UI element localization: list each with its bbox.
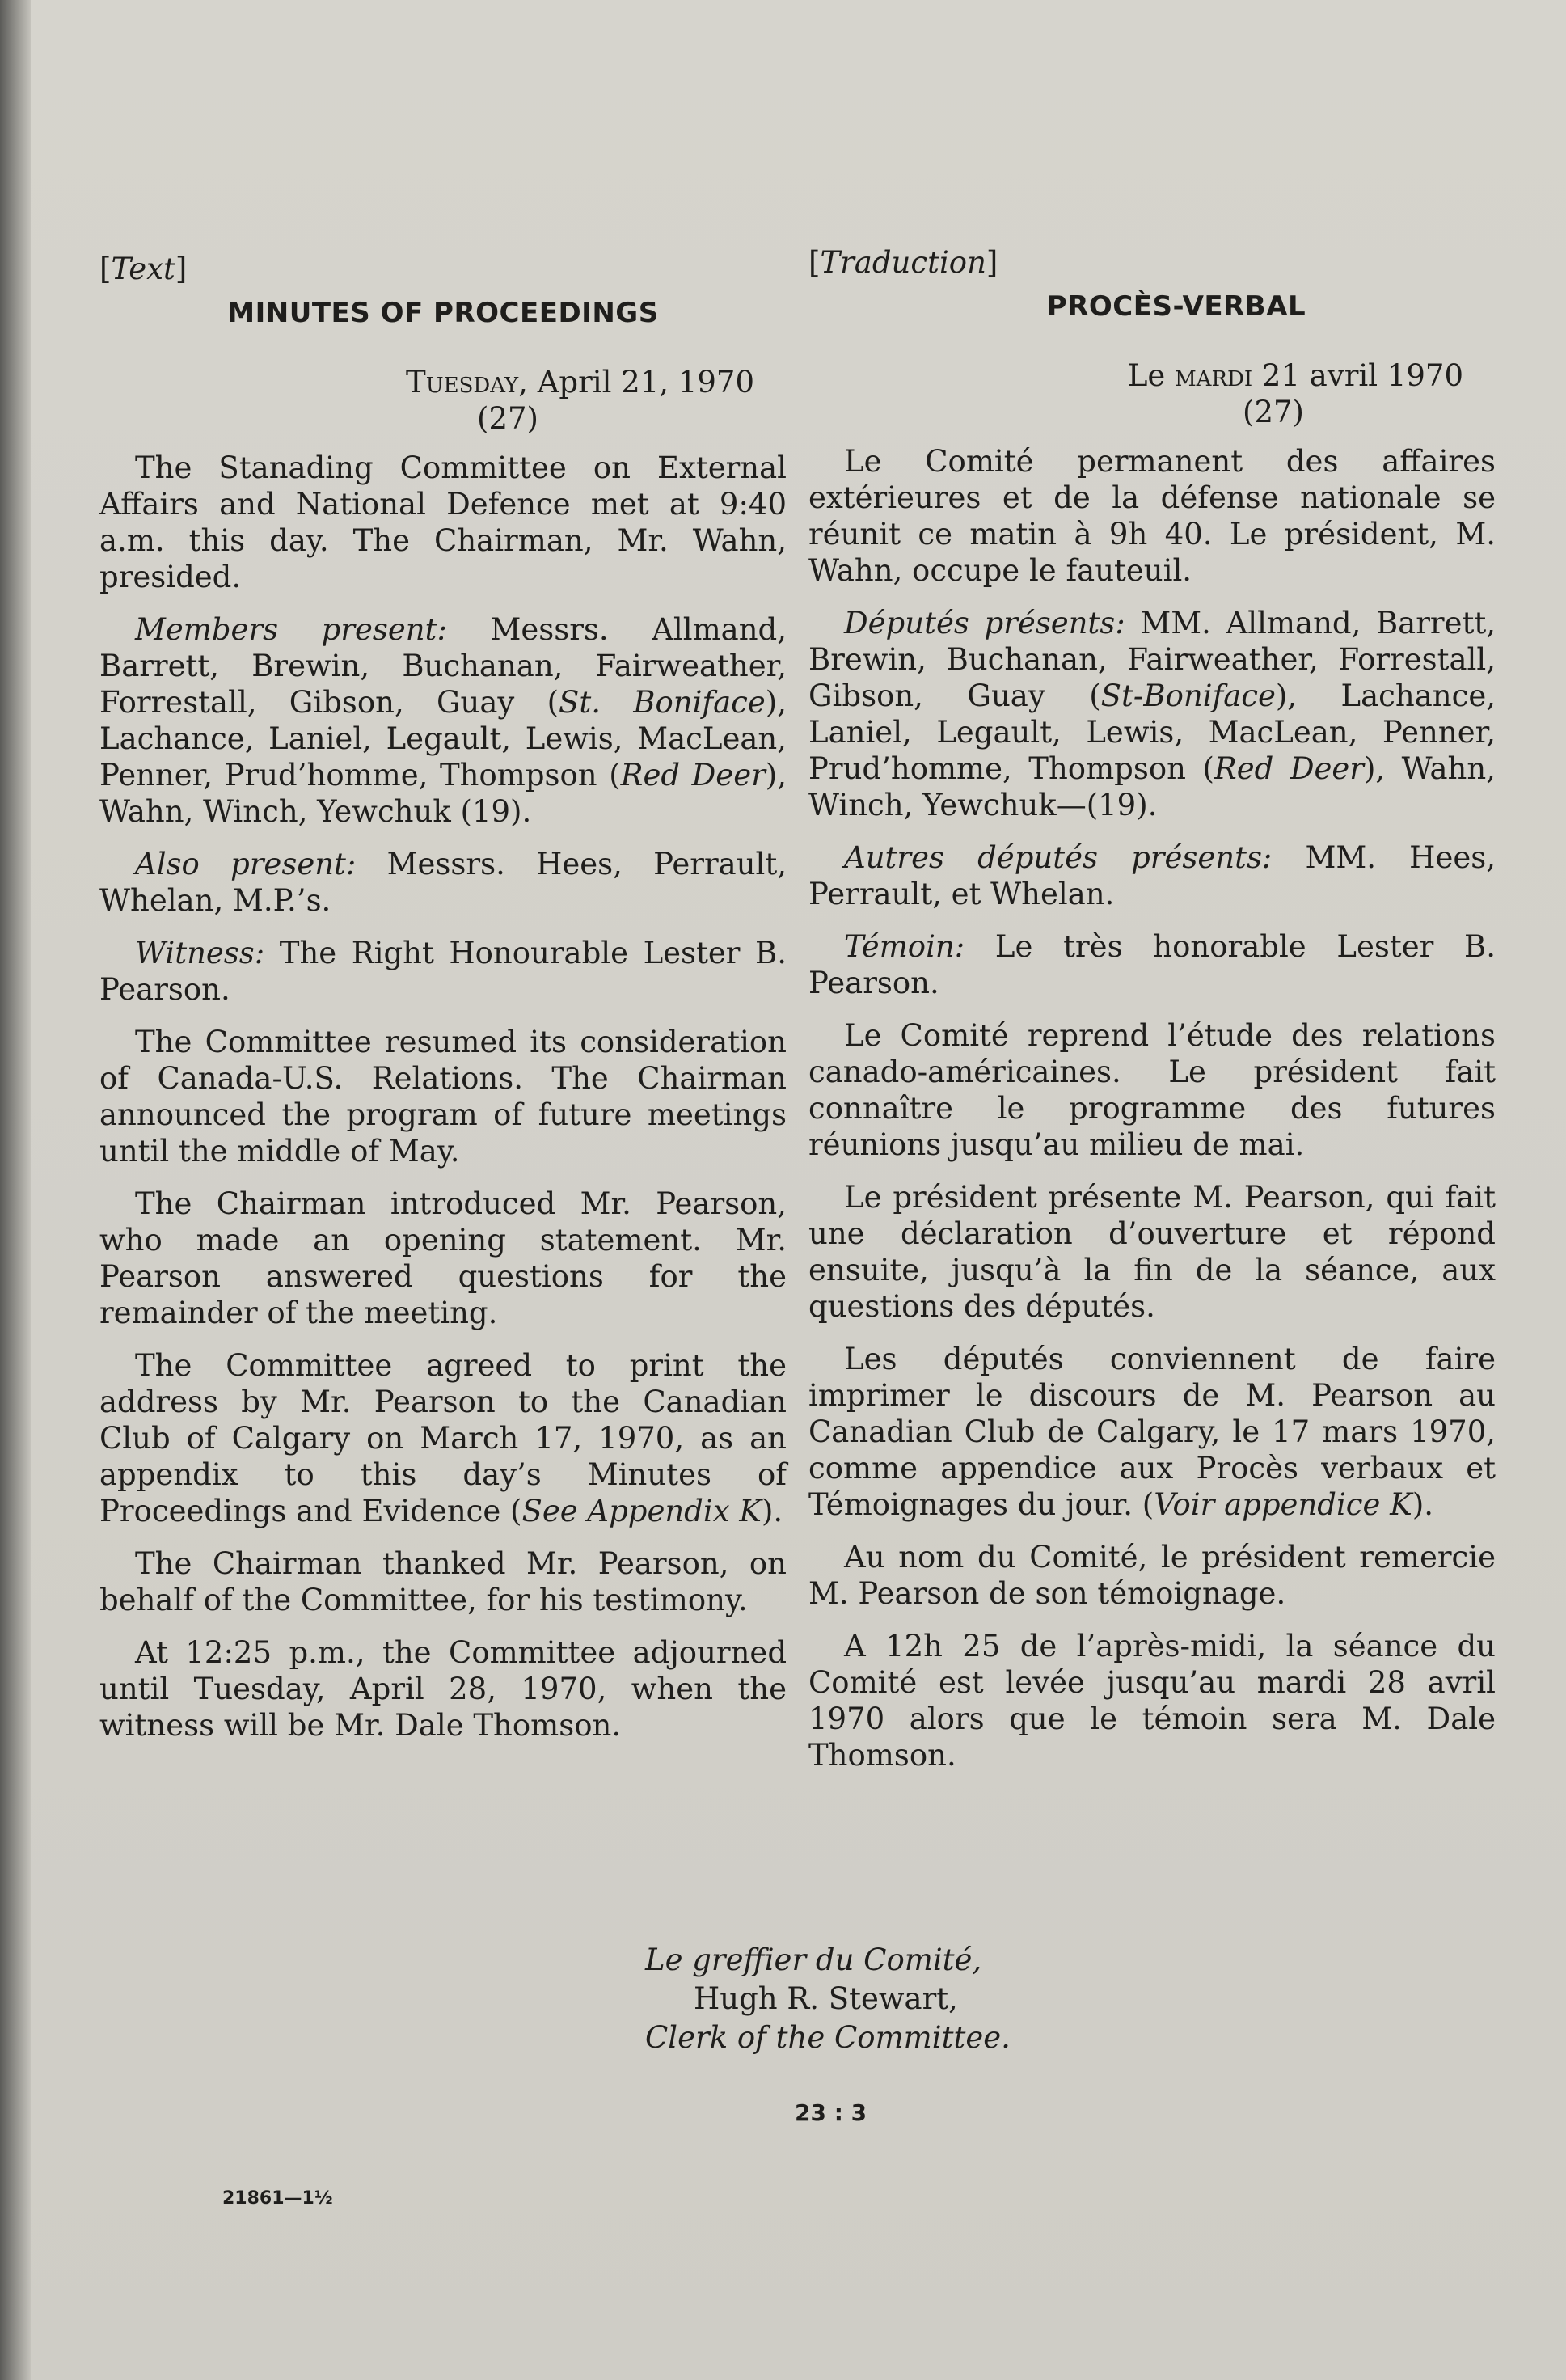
adjourned-paragraph: At 12:25 p.m., the Committee adjourned until Tuesday, April 28, 1970, when the witness will be Mr. Dale Thomson. [99, 1635, 787, 1743]
meeting-number-fr: (27) [1243, 395, 1304, 429]
witness-label: Witness: [135, 936, 265, 970]
clerk-signature-block [645, 1941, 1098, 2057]
date-rest: April 21, 1970 [527, 365, 754, 399]
riding-2-fr: Red Deer [1214, 751, 1364, 786]
adjourned-paragraph-fr: A 12h 25 de l’après-midi, la séance du Comité est levée jusqu’au mardi 28 avril 1970 alors que le témoin sera M. Dale Thomson. [808, 1629, 1496, 1773]
agreed-paragraph [99, 1347, 787, 1529]
document-page [31, 0, 1566, 2380]
traduction-tag: [Traduction] [808, 245, 998, 280]
thanked-paragraph-fr: Au nom du Comité, le président remercie M. Pearson de son témoignage. [808, 1540, 1496, 1611]
members-label-fr: Députés présents: [844, 606, 1125, 640]
thanked-paragraph: The Chairman thanked Mr. Pearson, on behalf of the Committee, for his testimony. [99, 1546, 787, 1617]
witness-paragraph [99, 935, 787, 1008]
members-list-b: ), Lachance, Laniel, Legault, Lewis, MacLean, Penner, Prud’homme, Thompson ( [99, 685, 787, 793]
english-column [99, 251, 787, 1760]
members-list-a: Messrs. Allmand, Barrett, Brewin, Buchanan, Fairweather, Forrestall, Gibson, Guay ( [99, 612, 787, 720]
meeting-number: (27) [477, 401, 538, 436]
agreed-text: The Committee agreed to print the address by Mr. Pearson to the Canadian Club of Calgary on March 17, 1970, as an appendix to this day’s Minutes of Proceedings and Evidence ( [99, 1348, 787, 1528]
members-label: Members present: [135, 612, 447, 647]
meeting-date-fr [808, 357, 1496, 394]
french-column [808, 244, 1496, 1790]
date-day: Tuesday, [406, 365, 528, 399]
resumed-paragraph: The Committee resumed its consideration of Canada-U.S. Relations. The Chairman announced the program of future meetings until the middle of May. [99, 1025, 787, 1169]
also-label-fr: Autres députés présents: [844, 840, 1273, 875]
print-code: 21861—1½ [222, 2188, 333, 2209]
also-text-fr: MM. Hees, Perrault, et Whelan. [808, 840, 1496, 911]
witness-text-fr: Le très honorable Lester B. Pearson. [808, 929, 1496, 1000]
members-list-c-fr: ), Wahn, Winch, Yewchuk—(19). [808, 751, 1496, 822]
witness-label-fr: Témoin: [844, 929, 965, 964]
introduced-paragraph-fr: Le président présente M. Pearson, qui fait une déclaration d’ouverture et répond ensuite, jusqu’à la fin de la séance, aux questions des députés. [808, 1180, 1496, 1324]
riding-1-fr: St-Boniface [1100, 678, 1276, 713]
agreed-end-fr: ). [1412, 1487, 1434, 1522]
appendix-ref-fr: Voir appendice K [1154, 1487, 1412, 1522]
members-list-b-fr: ), Lachance, Laniel, Legault, Lewis, MacLean, Penner, Prud’homme, Thompson ( [808, 678, 1496, 786]
date-le: Le [1127, 358, 1176, 393]
members-list-a-fr: MM. Allmand, Barrett, Brewin, Buchanan, Fairweather, Forrestall, Gibson, Guay ( [808, 606, 1496, 713]
agreed-text-fr: Les députés conviennent de faire imprimer le discours de M. Pearson au Canadian Club de Calgary, le 17 mars 1970, comme appendice aux Procès verbaux et Témoignages du jour. ( [808, 1342, 1496, 1522]
traduction-tag-label: Traduction [820, 245, 986, 280]
opening-paragraph-fr: Le Comité permanent des affaires extérieures et de la défense nationale se réunit ce matin à 9h 40. Le président, M. Wahn, occupe le fauteuil. [808, 444, 1496, 588]
also-present-paragraph [99, 846, 787, 919]
also-text: Messrs. Hees, Perrault, Whelan, M.P.’s. [99, 847, 787, 918]
text-tag-label: Text [111, 252, 175, 286]
introduced-paragraph: The Chairman introduced Mr. Pearson, who made an opening statement. Mr. Pearson answered questions for the remainder of the meeting. [99, 1186, 787, 1330]
page-number: 23 : 3 [795, 2099, 867, 2126]
proces-verbal-heading: PROCÈS-VERBAL [1046, 290, 1306, 323]
also-label: Also present: [135, 847, 357, 881]
witness-text: The Right Honourable Lester B. Pearson. [99, 936, 787, 1007]
signature-name: Hugh R. Stewart, [694, 1981, 958, 2016]
members-list-c: ), Wahn, Winch, Yewchuk (19). [99, 758, 787, 829]
minutes-heading: MINUTES OF PROCEEDINGS [227, 297, 659, 329]
riding-1: St. Boniface [559, 685, 766, 720]
also-present-paragraph-fr [808, 839, 1496, 912]
resumed-paragraph-fr: Le Comité reprend l’étude des relations canado-américaines. Le président fait connaître le programme des futures réunions jusqu’au milieu de mai. [808, 1018, 1496, 1162]
binding-shadow [0, 0, 31, 2380]
agreed-paragraph-fr [808, 1341, 1496, 1523]
appendix-ref: See Appendix K [521, 1494, 762, 1528]
members-present-paragraph [99, 611, 787, 830]
members-present-paragraph-fr [808, 605, 1496, 823]
date-rest-fr: 21 avril 1970 [1252, 358, 1463, 393]
witness-paragraph-fr [808, 928, 1496, 1001]
meeting-date [99, 364, 787, 400]
signature-title-en: Clerk of the Committee. [645, 2020, 1011, 2055]
date-day-fr: mardi [1175, 358, 1253, 393]
text-tag: [Text] [99, 252, 188, 286]
signature-title-fr: Le greffier du Comité, [645, 1942, 982, 1977]
opening-paragraph: The Stanading Committee on External Affairs and National Defence met at 9:40 a.m. this day. The Chairman, Mr. Wahn, presided. [99, 450, 787, 594]
riding-2: Red Deer [620, 758, 766, 793]
agreed-end: ). [761, 1494, 783, 1528]
